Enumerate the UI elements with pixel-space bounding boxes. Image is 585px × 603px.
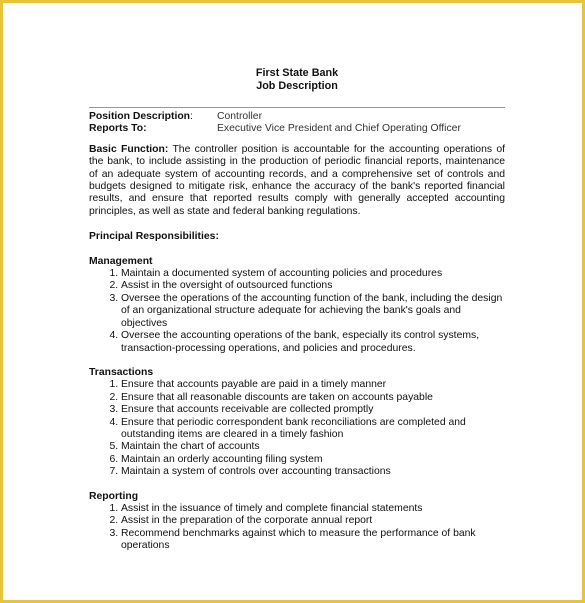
position-value: Controller bbox=[217, 111, 263, 122]
responsibility-list bbox=[89, 379, 505, 478]
principal-heading: Principal Responsibilities: bbox=[89, 231, 219, 243]
list-item: 1. Ensure that accounts payable are paid in a timely manner bbox=[121, 379, 505, 391]
org-name: First State Bank bbox=[255, 67, 339, 79]
section-transactions bbox=[89, 367, 505, 479]
position-label: Position Description bbox=[89, 111, 191, 122]
basic-function bbox=[89, 144, 505, 218]
section-management bbox=[89, 256, 505, 355]
position-meta bbox=[89, 111, 505, 136]
list-item: 5. Maintain the chart of accounts bbox=[121, 441, 505, 453]
reports-label: Reports To: bbox=[89, 123, 147, 135]
list-item: 3. Ensure that accounts receivable are collected promptly bbox=[121, 404, 505, 416]
list-item: 2. Ensure that all reasonable discounts are taken on accounts payable bbox=[121, 392, 505, 404]
basic-function-text: The controller position is accountable for the accounting operations of the bank, to include assisting in the production of periodic financial reports, maintenance of an adequate system of accounting records, and a comprehensive set of controls and budgets designed to mitigate risk, enhance the accuracy of the bank's reported financial results, and ensure that reported results comply with generally accepted accounting principles, as well as state and federal banking regulations. bbox=[89, 143, 505, 217]
section-heading: Transactions bbox=[89, 366, 154, 378]
list-item: 6. Maintain an orderly accounting filing system bbox=[121, 454, 505, 466]
document-page bbox=[89, 67, 505, 553]
position-row: Position Description: Controller bbox=[89, 111, 263, 122]
title-block bbox=[89, 67, 505, 93]
basic-function-label: Basic Function: bbox=[89, 143, 169, 155]
list-item: 3. Recommend benchmarks against which to measure the performance of bank operations bbox=[121, 528, 505, 553]
list-item: 2. Assist in the oversight of outsourced functions bbox=[121, 280, 505, 292]
list-item: 1. Maintain a documented system of accounting policies and procedures bbox=[121, 268, 505, 280]
list-item: 3. Oversee the operations of the accounting function of the bank, including the design of an organizational structure adequate for achieving the bank's goals and objectives bbox=[121, 293, 505, 330]
reports-row bbox=[89, 123, 505, 135]
section-heading: Reporting bbox=[89, 490, 139, 502]
list-item: 1. Assist in the issuance of timely and complete financial statements bbox=[121, 503, 505, 515]
header-divider bbox=[89, 107, 505, 108]
list-item: 4. Oversee the accounting operations of the bank, especially its control systems, transaction-processing operations, and policies and procedures. bbox=[121, 330, 505, 355]
list-item: 4. Ensure that periodic correspondent bank reconciliations are completed and outstanding items are cleared in a timely fashion bbox=[121, 417, 505, 442]
list-item: 2. Assist in the preparation of the corporate annual report bbox=[121, 515, 505, 527]
section-reporting bbox=[89, 491, 505, 553]
section-heading: Management bbox=[89, 255, 153, 267]
doc-title: Job Description bbox=[256, 80, 338, 92]
list-item: 7. Maintain a system of controls over accounting transactions bbox=[121, 466, 505, 478]
responsibility-list bbox=[89, 503, 505, 553]
responsibility-list bbox=[89, 268, 505, 355]
reports-value: Executive Vice President and Chief Operating Officer bbox=[217, 123, 461, 135]
